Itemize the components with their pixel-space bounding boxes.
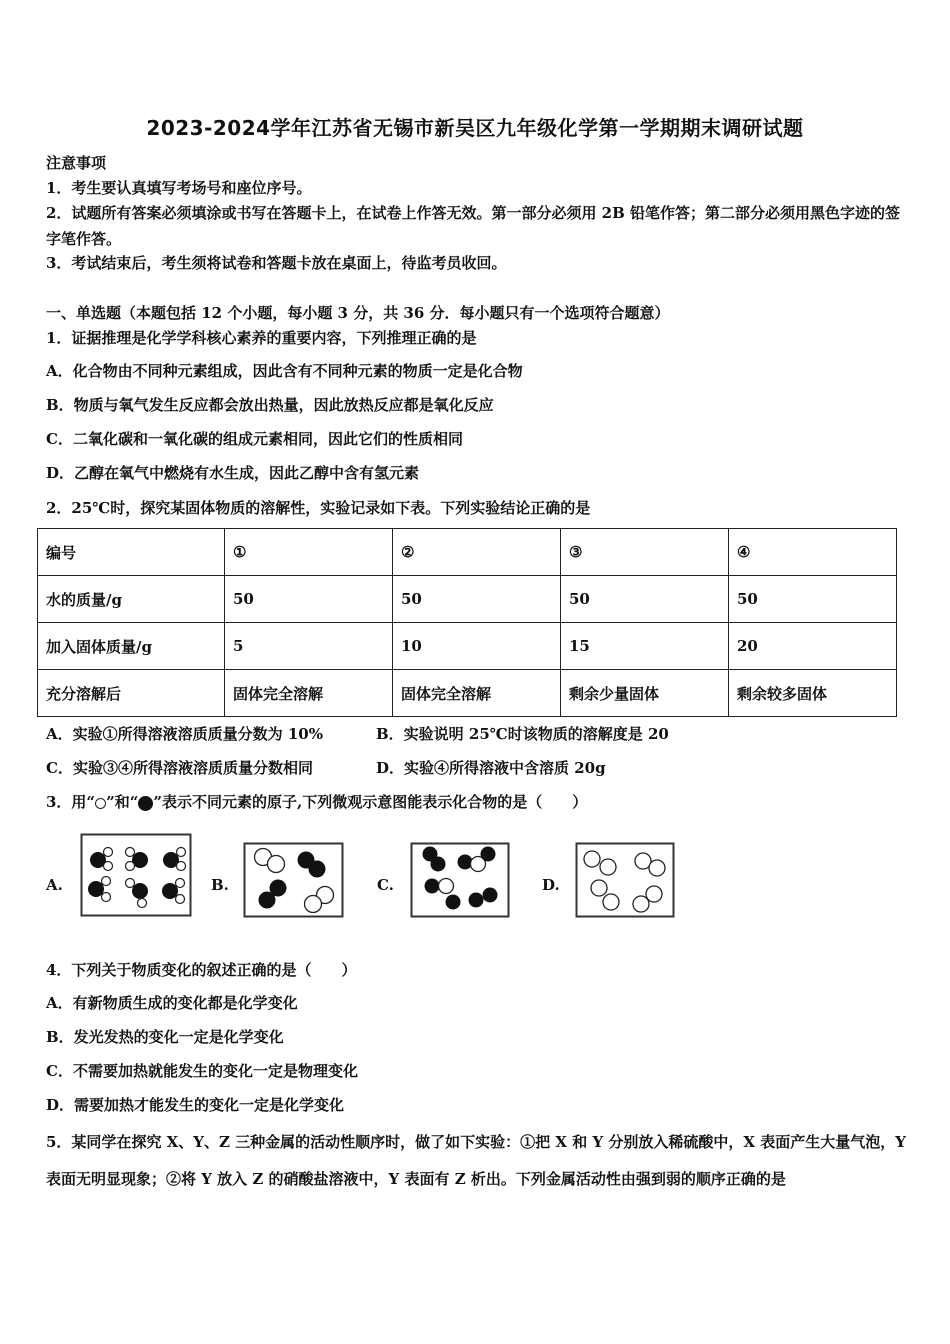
table-row bbox=[38, 576, 897, 623]
table-row bbox=[38, 623, 897, 670]
q2-experiment-table bbox=[37, 528, 897, 717]
q3-option-c-label[interactable]: C. bbox=[377, 876, 394, 894]
q1-option-a[interactable]: A．化合物由不同种元素组成，因此含有不同种元素的物质一定是化合物 bbox=[46, 362, 523, 380]
table-cell: 50 bbox=[225, 576, 393, 623]
q4-option-b[interactable]: B．发光发热的变化一定是化学变化 bbox=[46, 1028, 284, 1046]
table-cell: 50 bbox=[561, 576, 729, 623]
table-cell: 充分溶解后 bbox=[38, 670, 225, 717]
q3-stem-part2: ”和“ bbox=[106, 793, 139, 811]
notice-item-1: 1．考生要认真填写考场号和座位序号。 bbox=[46, 179, 312, 197]
table-cell: 50 bbox=[729, 576, 897, 623]
table-cell: 剩余少量固体 bbox=[561, 670, 729, 717]
q2-option-a[interactable]: A．实验①所得溶液溶质质量分数为 10% bbox=[46, 725, 323, 743]
q3-diagram-d[interactable] bbox=[575, 842, 675, 918]
q3-option-d-label[interactable]: D. bbox=[542, 876, 560, 894]
table-row bbox=[38, 670, 897, 717]
notice-heading: 注意事项 bbox=[46, 154, 107, 172]
table-cell: 5 bbox=[225, 623, 393, 670]
q2-stem: 2．25℃时，探究某固体物质的溶解性，实验记录如下表。下列实验结论正确的是 bbox=[46, 499, 591, 517]
white-atom-icon bbox=[95, 798, 106, 809]
page-title: 2023-2024学年江苏省无锡市新吴区九年级化学第一学期期末调研试题 bbox=[146, 116, 804, 140]
q3-diagram-c[interactable] bbox=[410, 842, 510, 918]
q2-option-b[interactable]: B．实验说明 25℃时该物质的溶解度是 20 bbox=[376, 725, 669, 743]
table-cell: 剩余较多固体 bbox=[729, 670, 897, 717]
table-cell: ① bbox=[225, 529, 393, 576]
q3-option-b-label[interactable]: B. bbox=[211, 876, 229, 894]
q5-stem: 5．某同学在探究 X、Y、Z 三种金属的活动性顺序时，做了如下实验：①把 X 和 Y 分别放入稀硫酸中，X 表面产生大量气泡，Y 表面无明显现象；②将 Y 放入 Z 的硝酸盐溶液中，Y 表面有 Z 析出。下列金属活动性由强到弱的顺序正确的是 bbox=[46, 1133, 906, 1188]
table-cell: 编号 bbox=[38, 529, 225, 576]
table-cell: ③ bbox=[561, 529, 729, 576]
q4-stem: 4．下列关于物质变化的叙述正确的是（ ） bbox=[46, 961, 357, 979]
q1-option-b[interactable]: B．物质与氧气发生反应都会放出热量，因此放热反应都是氧化反应 bbox=[46, 396, 494, 414]
q4-option-c[interactable]: C．不需要加热就能发生的变化一定是物理变化 bbox=[46, 1062, 358, 1080]
q3-diagram-b[interactable] bbox=[243, 842, 344, 918]
notice-item-2: 2．试题所有答案必须填涂或书写在答题卡上，在试卷上作答无效。第一部分必须用 2B 铅笔作答；第二部分必须用黑色字迹的签字笔作答。 bbox=[46, 204, 901, 248]
q4-option-a[interactable]: A．有新物质生成的变化都是化学变化 bbox=[46, 994, 298, 1012]
table-cell: ④ bbox=[729, 529, 897, 576]
q1-option-c[interactable]: C．二氧化碳和一氧化碳的组成元素相同，因此它们的性质相同 bbox=[46, 430, 463, 448]
q4-option-d[interactable]: D．需要加热才能发生的变化一定是化学变化 bbox=[46, 1096, 345, 1114]
section-heading: 一、单选题（本题包括 12 个小题，每小题 3 分，共 36 分．每小题只有一个选项符合题意） bbox=[46, 304, 670, 322]
table-cell: 20 bbox=[729, 623, 897, 670]
q3-stem-part1: 3．用“ bbox=[46, 793, 96, 811]
table-cell: 50 bbox=[393, 576, 561, 623]
q3-option-a-label[interactable]: A. bbox=[46, 876, 63, 894]
table-cell: 15 bbox=[561, 623, 729, 670]
q3-diagram-a[interactable] bbox=[80, 833, 192, 917]
table-cell: 加入固体质量/g bbox=[38, 623, 225, 670]
table-row bbox=[38, 529, 897, 576]
q2-option-c[interactable]: C．实验③④所得溶液溶质质量分数相同 bbox=[46, 759, 313, 777]
table-cell: 固体完全溶解 bbox=[225, 670, 393, 717]
q3-stem bbox=[46, 791, 587, 812]
table-cell: ② bbox=[393, 529, 561, 576]
notice-item-3: 3．考试结束后，考生须将试卷和答题卡放在桌面上，待监考员收回。 bbox=[46, 254, 507, 272]
q1-option-d[interactable]: D．乙醇在氧气中燃烧有水生成，因此乙醇中含有氢元素 bbox=[46, 464, 420, 482]
q1-stem: 1．证据推理是化学学科核心素养的重要内容，下列推理正确的是 bbox=[46, 329, 477, 347]
black-atom-icon bbox=[138, 796, 153, 811]
q2-option-d[interactable]: D．实验④所得溶液中含溶质 20g bbox=[376, 759, 606, 777]
q3-stem-part3: ”表示不同元素的原子,下列微观示意图能表示化合物的是（ ） bbox=[153, 793, 588, 811]
table-cell: 水的质量/g bbox=[38, 576, 225, 623]
table-cell: 固体完全溶解 bbox=[393, 670, 561, 717]
table-cell: 10 bbox=[393, 623, 561, 670]
